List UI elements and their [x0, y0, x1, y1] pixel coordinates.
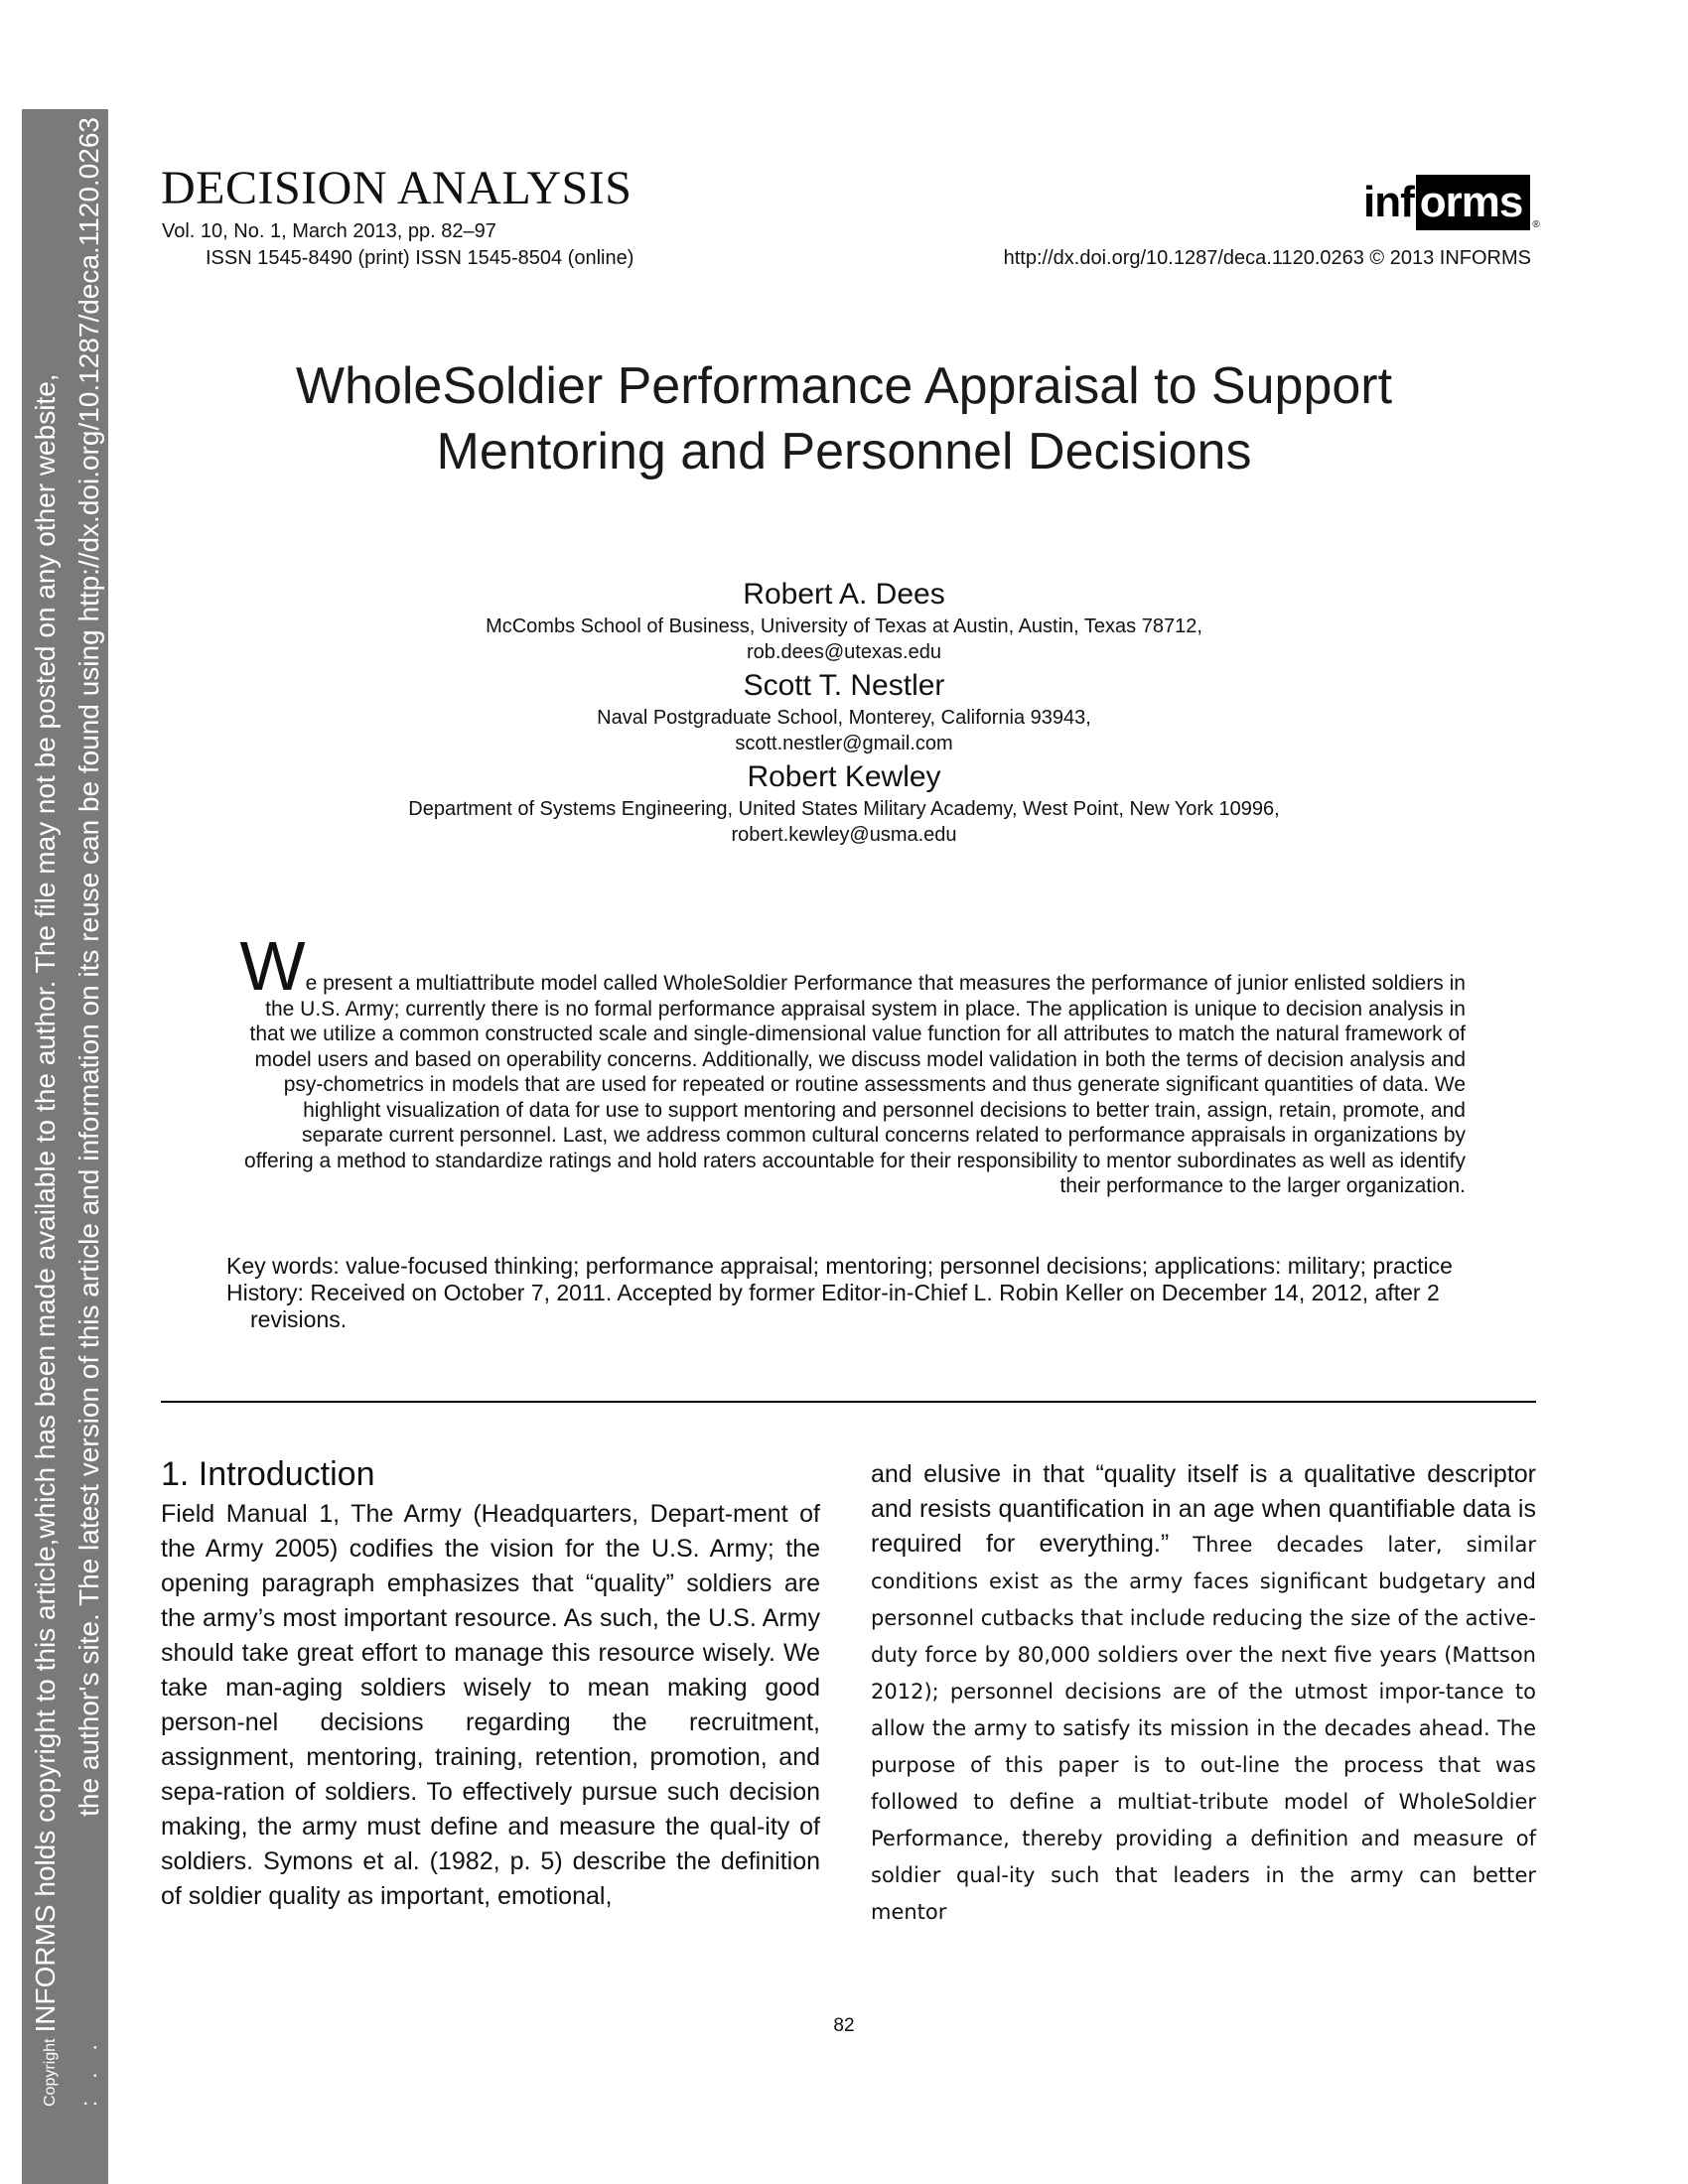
- author-list: [248, 576, 1440, 850]
- copyright-label: Copyright: [41, 2038, 59, 2107]
- author-affiliation: McCombs School of Business, University of Texas at Austin, Austin, Texas 78712,: [486, 615, 1202, 637]
- section-divider: [161, 1401, 1536, 1403]
- author-name: Scott T. Nestler: [743, 669, 945, 702]
- author-block: [248, 667, 1440, 756]
- author-email[interactable]: rob.dees@utexas.edu: [747, 641, 941, 663]
- page-number: 82: [833, 2015, 855, 2036]
- article-metadata: [226, 1253, 1468, 1333]
- sidebar-dots: : . .: [76, 2036, 101, 2107]
- copyright-notice-line-2: : . . the author's site. The latest version of this article and information on its reuse can be found using http://dx.doi.org/10.1287/deca.1120.0263: [70, 99, 109, 2124]
- abstract-text: e present a multiattribute model called WholeSoldier Performance that measures the performance of junior enlisted soldiers in the U.S. Army; currently there is no formal performance appraisal system in place. The application is unique to decision analysis in that we utilize a common constructed scale and single-dimensional value function for all attributes to match the natural framework of model users and based on operability concerns. Additionally, we discuss model validation in both the terms of decision analysis and psy-chometrics in models that are used for repeated or routine assessments and thus generate significant quantities of data. We highlight visualization of data for use to support mentoring and personnel decisions to better train, assign, retain, promote, and separate current personnel. Last, we address common cultural concerns related to performance appraisals in organizations by offering a method to standardize ratings and hold raters accountable for their responsibility to mentor subordinates as well as identify their performance to the larger organization.: [244, 972, 1466, 1197]
- author-affiliation: Naval Postgraduate School, Monterey, California 93943,: [597, 707, 1091, 729]
- abstract: [230, 927, 1466, 1199]
- body-right-column: [871, 1457, 1536, 1931]
- paper-title: WholeSoldier Performance Appraisal to Support Mentoring and Personnel Decisions: [295, 357, 1393, 480]
- informs-logo: inf orms ®: [1363, 175, 1540, 230]
- copyright-sidebar: [22, 109, 108, 2184]
- body-right-text-a: and elusive in that “quality itself is a qualitative descriptor and resists quantification in an age when quantifiable data is required for everything.”: [871, 1460, 1536, 1558]
- author-block: [248, 576, 1440, 665]
- volume-line: Vol. 10, No. 1, March 2013, pp. 82–97: [162, 220, 496, 242]
- author-name: Robert A. Dees: [743, 578, 945, 611]
- keywords: Key words: value-focused thinking; performance appraisal; mentoring; personnel decisions; applications: military; practice: [226, 1253, 1453, 1279]
- history: History: Received on October 7, 2011. Accepted by former Editor-in-Chief L. Robin Keller on December 14, 2012, after 2 revisions.: [226, 1280, 1440, 1332]
- section-heading: 1. Introduction: [161, 1455, 375, 1493]
- body-right-text-b: Three decades later, similar conditions exist as the army faces significant budgetary and personnel cutbacks that include reducing the size of the active-duty force by 80,000 soldiers over the next five years (Mattson 2012); personnel decisions are of the utmost impor-tance to allow the army to satisfy its mission in the decades ahead. The purpose of this paper is to out-line the process that was followed to define a multiat-tribute model of WholeSoldier Performance, thereby providing a definition and measure of soldier qual-ity such that leaders in the army can better mentor: [871, 1533, 1537, 1924]
- body-left-column: Field Manual 1, The Army (Headquarters, Depart-ment of the Army 2005) codifies the vision for the U.S. Army; the opening paragraph emphasizes that “quality” soldiers are the army’s most important resource. As such, the U.S. Army should take great effort to manage this resource wisely. We take man-aging soldiers wisely to mean making good person-nel decisions regarding the recruitment, assignment, mentoring, training, retention, promotion, and sepa-ration of soldiers. To effectively pursue such decision making, the army must define and measure the qual-ity of soldiers. Symons et al. (1982, p. 5) describe the definition of soldier quality as important, emotional,: [161, 1500, 820, 1910]
- journal-title: DECISION ANALYSIS: [161, 162, 633, 214]
- issn-line: ISSN 1545-8490 (print) ISSN 1545-8504 (online): [206, 247, 634, 269]
- doi-line: http://dx.doi.org/10.1287/deca.1120.0263 © 2013 INFORMS: [1003, 247, 1531, 269]
- abstract-dropcap: W: [239, 927, 306, 1005]
- copyright-notice-line-1: CopyrightINFORMS holds copyright to this article,which has been made available to the author. The file may not be posted on any other website,: [29, 373, 61, 2107]
- author-email[interactable]: robert.kewley@usma.edu: [731, 824, 957, 846]
- author-block: [248, 758, 1440, 848]
- author-affiliation: Department of Systems Engineering, United States Military Academy, West Point, New York 10996,: [408, 798, 1280, 820]
- author-email[interactable]: scott.nestler@gmail.com: [735, 733, 953, 754]
- author-name: Robert Kewley: [747, 760, 941, 793]
